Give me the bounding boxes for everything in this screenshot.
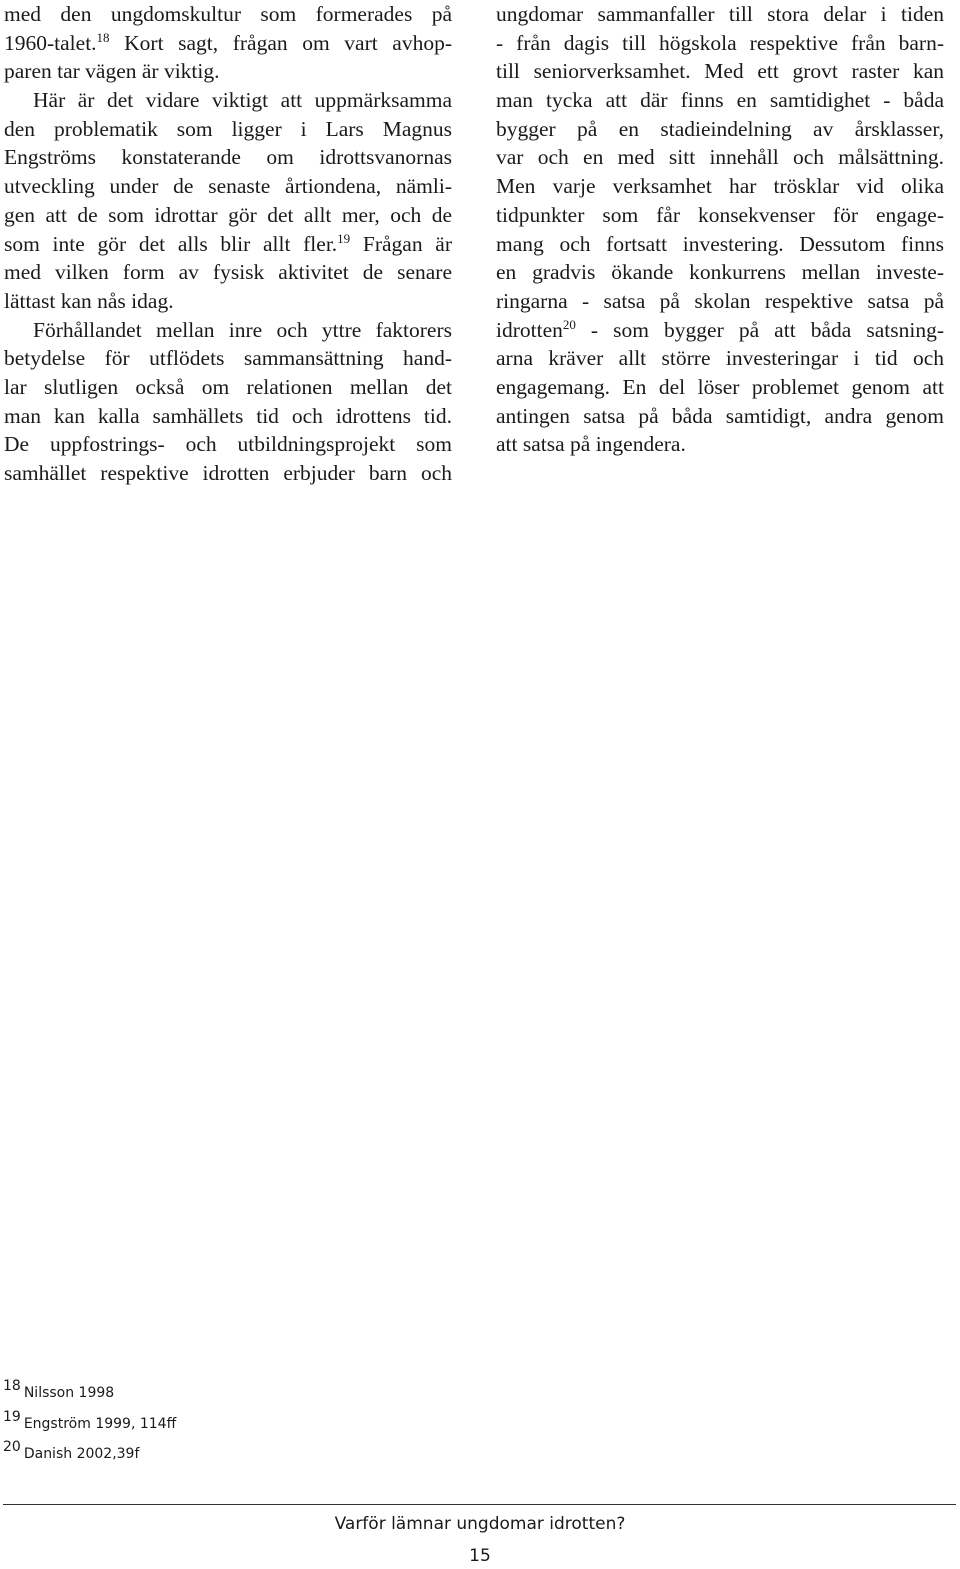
text-line: antingen satsa på båda samtidigt, andra genom: [496, 403, 944, 428]
footnote: [3, 1378, 176, 1409]
text-line: lar slutligen också om relationen mellan det: [4, 374, 452, 399]
text-line: Engströms konstaterande om idrottsvanornas: [4, 145, 452, 170]
footnote-ref: 20: [562, 316, 576, 332]
text-line: ungdomar sammanfaller till stora delar i tiden: [496, 2, 944, 26]
text-line: bygger på en stadieindelning av årsklasser,: [496, 116, 944, 141]
footnote-ref: 18: [96, 29, 110, 45]
text-line: mang och fortsatt investering. Dessutom finns: [496, 231, 944, 256]
text-span: idrotten: [496, 317, 563, 342]
left-column: [4, 0, 452, 488]
text-span: 1960-talet.: [4, 30, 97, 55]
text-line: [496, 316, 944, 345]
text-line: arna kräver allt större investeringar i tid och: [496, 346, 944, 371]
text-line: ringarna - satsa på skolan respektive satsa på: [496, 288, 944, 313]
right-column: [496, 0, 944, 459]
text-line: [4, 29, 452, 58]
text-line: De uppfostrings- och utbildningsprojekt som: [4, 432, 452, 457]
text-line: Förhållandet mellan inre och yttre faktorers: [33, 317, 452, 342]
footnote-number: 18: [3, 1378, 21, 1394]
footnote-number: 20: [3, 1439, 21, 1455]
paragraph: [4, 86, 452, 316]
text-line: utveckling under de senaste årtiondena, nämli-: [4, 174, 452, 199]
footnote-text: Danish 2002,39f: [23, 1446, 140, 1462]
text-line: betydelse för utflödets sammansättning hand-: [4, 346, 452, 371]
text-line: lättast kan nås idag.: [4, 288, 174, 313]
text-line: - från dagis till högskola respektive från barn-: [496, 30, 944, 55]
footnote: [3, 1409, 176, 1440]
footnote-text: Engström 1999, 114ff: [23, 1415, 177, 1432]
text-line: med den ungdomskultur som formerades på: [4, 2, 452, 26]
text-line: Men varje verksamhet har trösklar vid olika: [496, 174, 944, 199]
text-span: Kort sagt, frågan om vart avhop-: [109, 30, 452, 55]
text-line: paren tar vägen är viktig.: [4, 59, 220, 84]
running-title: Varför lämnar ungdomar idrotten?: [334, 1514, 626, 1534]
text-span: Frågan är: [350, 231, 452, 256]
paragraph: [4, 316, 452, 488]
text-line: att satsa på ingendera.: [496, 432, 686, 457]
footer-rule: [3, 1504, 956, 1505]
text-span: - som bygger på att båda satsning-: [575, 317, 944, 342]
footnote-ref: 19: [337, 230, 351, 246]
text-line: tidpunkter som får konsekvenser för engage-: [496, 202, 944, 227]
text-line: man kan kalla samhällets tid och idrottens tid.: [4, 403, 452, 428]
text-line: en gradvis ökande konkurrens mellan investe-: [496, 260, 944, 285]
paragraph: [4, 0, 452, 86]
text-line: samhället respektive idrotten erbjuder barn och: [4, 461, 452, 485]
footnotes: [3, 1378, 176, 1470]
page-number: 15: [469, 1546, 491, 1566]
text-line: engagemang. En del löser problemet genom att: [496, 374, 944, 399]
text-line: [4, 230, 452, 259]
text-line: den problematik som ligger i Lars Magnus: [4, 116, 452, 141]
text-line: var och en med sitt innehåll och målsättning.: [496, 145, 944, 170]
text-line: till seniorverksamhet. Med ett grovt raster kan: [496, 59, 944, 84]
text-line: med vilken form av fysisk aktivitet de senare: [4, 260, 452, 285]
footnote-number: 19: [3, 1408, 21, 1425]
footnote-text: Nilsson 1998: [23, 1385, 115, 1401]
text-line: man tycka att där finns en samtidighet - båda: [496, 88, 944, 113]
text-line: Här är det vidare viktigt att uppmärksamma: [33, 88, 452, 113]
footnote: [3, 1439, 176, 1470]
text-span: som inte gör det alls blir allt fler.: [4, 231, 338, 256]
text-line: gen att de som idrottar gör det allt mer, och de: [4, 202, 452, 227]
